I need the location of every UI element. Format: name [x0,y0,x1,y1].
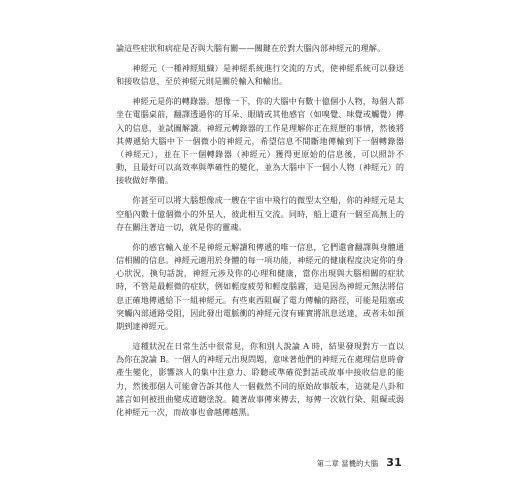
paragraph-2: 神經元（一種神經組織）是神經系統進行交流的方式，使神經系統可以發送和接收信息，至於神經元則是關於輸入和輸出。 [116,63,404,87]
paragraph-5: 你的感官輸入並不是神經元解讀和傳遞的唯一信息，它們還會翻譯與身體通信相關的信息。神經元適用於身體的每一項功能，神經元的健康程度決定你的身心狀況，換句話說，神經元涉及你的心理和健康，當你出現與大腦相關的症狀時，不管是最輕微的症狀，例如輕度疲勞和輕度腦霧，這是因為神經元無法將信息正確地傳遞給下一組神經元。有些東西阻礙了電力傳輸的路徑，可能是阻塞或突觸內部通路受阻，因此發出電脈衝的神經元沒有確實將訊息送達，或者未如預期到達神經元。 [116,241,404,332]
page-footer [317,456,402,469]
paragraph-4: 你甚至可以將大腦想像成一艘在宇宙中飛行的微型太空船，你的神經元是太空船內數十億個微小的外星人，彼此相互交流。同時，船上還有一個至高無上的存在關注著這一切，就是你的靈魂。 [116,195,404,232]
paragraph-1: 論這些症狀和病症是否與大腦有關——關鍵在於對大腦內部神經元的理解。 [116,43,386,53]
page-number: 31 [386,456,402,469]
paragraph-3: 神經元是你的轉錄器。想像一下，你的大腦中有數十億個小人物，每個人都坐在電腦桌前，翻譯透過你的耳朵、眼睛或其他感官（如嗅覺、味覺或觸覺）傳入的信息，並試圖解讀。神經元轉錄器的工作是理解你正在經歷的事情，然後將其傳遞給大腦中下一個微小的神經元，希望信息不間斷地傳輸到下一個轉錄器（神經元），並在下一個轉錄器（神經元）獲得更原始的信息後，可以照計不動，且最好可以高效率與準確性的變化，並為大腦中下一個小人物（神經元）的接收做好準備。 [116,96,404,186]
chapter-label: 第二章 當機的大腦 [316,459,379,468]
paragraph-6: 這種狀況在日常生活中很常見，你和別人說論 A 時，結果發現對方一直以為你在說論 B。一個人的神經元出現問題，意味著他們的神經元在處理信息時會產生變化，影響該人的集中注意力、聆聽或準確從對話或故事中接收信息的能力，然後那個人可能會告訴其他人一個截然不同的原始故事版本，這就是八卦和謠言如何被扭曲變成道聽塗說。隨著故事傳來傳去，每傳一次就行染、阻礙或弱化神經元一次，而故事也會越傳越黑。 [116,341,404,418]
page-body [116,42,404,419]
